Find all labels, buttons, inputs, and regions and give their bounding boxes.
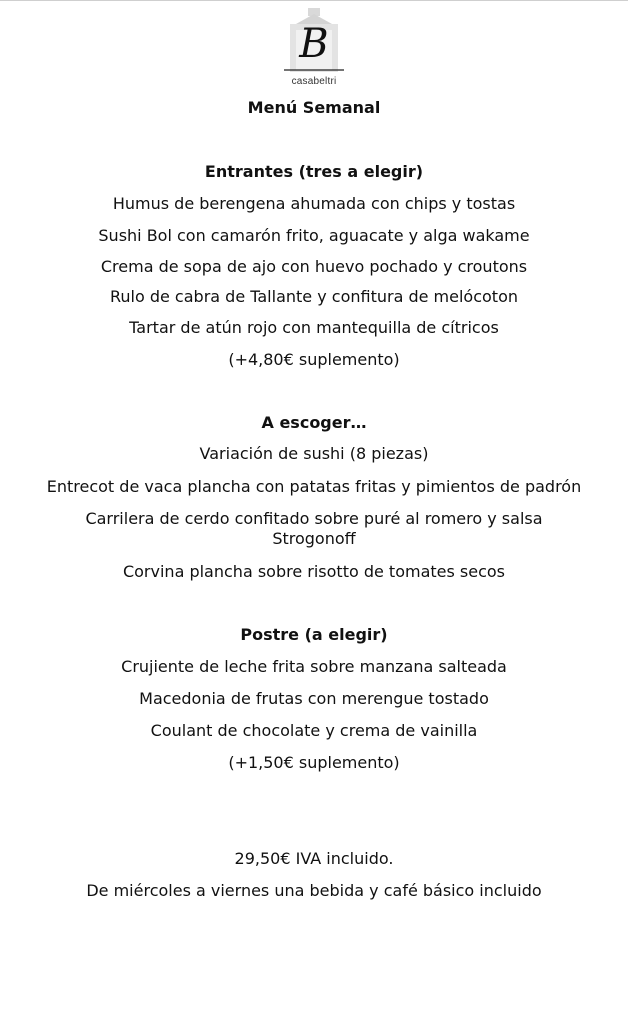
casabeltri-logo-icon [278,6,350,88]
entrantes-item: Rulo de cabra de Tallante y confitura de melócoton [109,287,518,306]
entrantes-supplement: (+4,80€ suplemento) [228,350,400,369]
entrantes-item: Sushi Bol con camarón frito, aguacate y alga wakame [98,226,530,245]
menu-note: De miércoles a viernes una bebida y café básico incluido [86,881,542,900]
postre-item: Crujiente de leche frita sobre manzana salteada [121,657,507,676]
principales-item: Carrilera de cerdo confitado sobre puré al romero y salsa Strogonoff [85,509,543,548]
logo-monogram: B [299,21,329,67]
postre-heading: Postre (a elegir) [240,625,388,644]
entrantes-item: Humus de berengena ahumada con chips y tostas [112,194,516,213]
postre-item: Coulant de chocolate y crema de vainilla [150,721,478,740]
menu-price: 29,50€ IVA incluido. [234,849,394,868]
principales-item: Entrecot de vaca plancha con patatas fritas y pimientos de padrón [46,477,582,496]
principales-item: Corvina plancha sobre risotto de tomates secos [122,562,506,581]
postre-item: Macedonia de frutas con merengue tostado [139,689,489,708]
entrantes-item: Crema de sopa de ajo con huevo pochado y croutons [100,257,528,276]
principales-heading: A escoger… [261,413,367,432]
entrantes-item: Tartar de atún rojo con mantequilla de cítricos [129,318,499,337]
entrantes-heading: Entrantes (tres a elegir) [204,162,424,181]
postre-supplement: (+1,50€ suplemento) [228,753,400,772]
page-title: Menú Semanal [247,98,381,117]
principales-item: Variación de sushi (8 piezas) [199,444,429,463]
top-divider [0,0,628,1]
logo-wordmark: casabeltri [291,76,337,87]
